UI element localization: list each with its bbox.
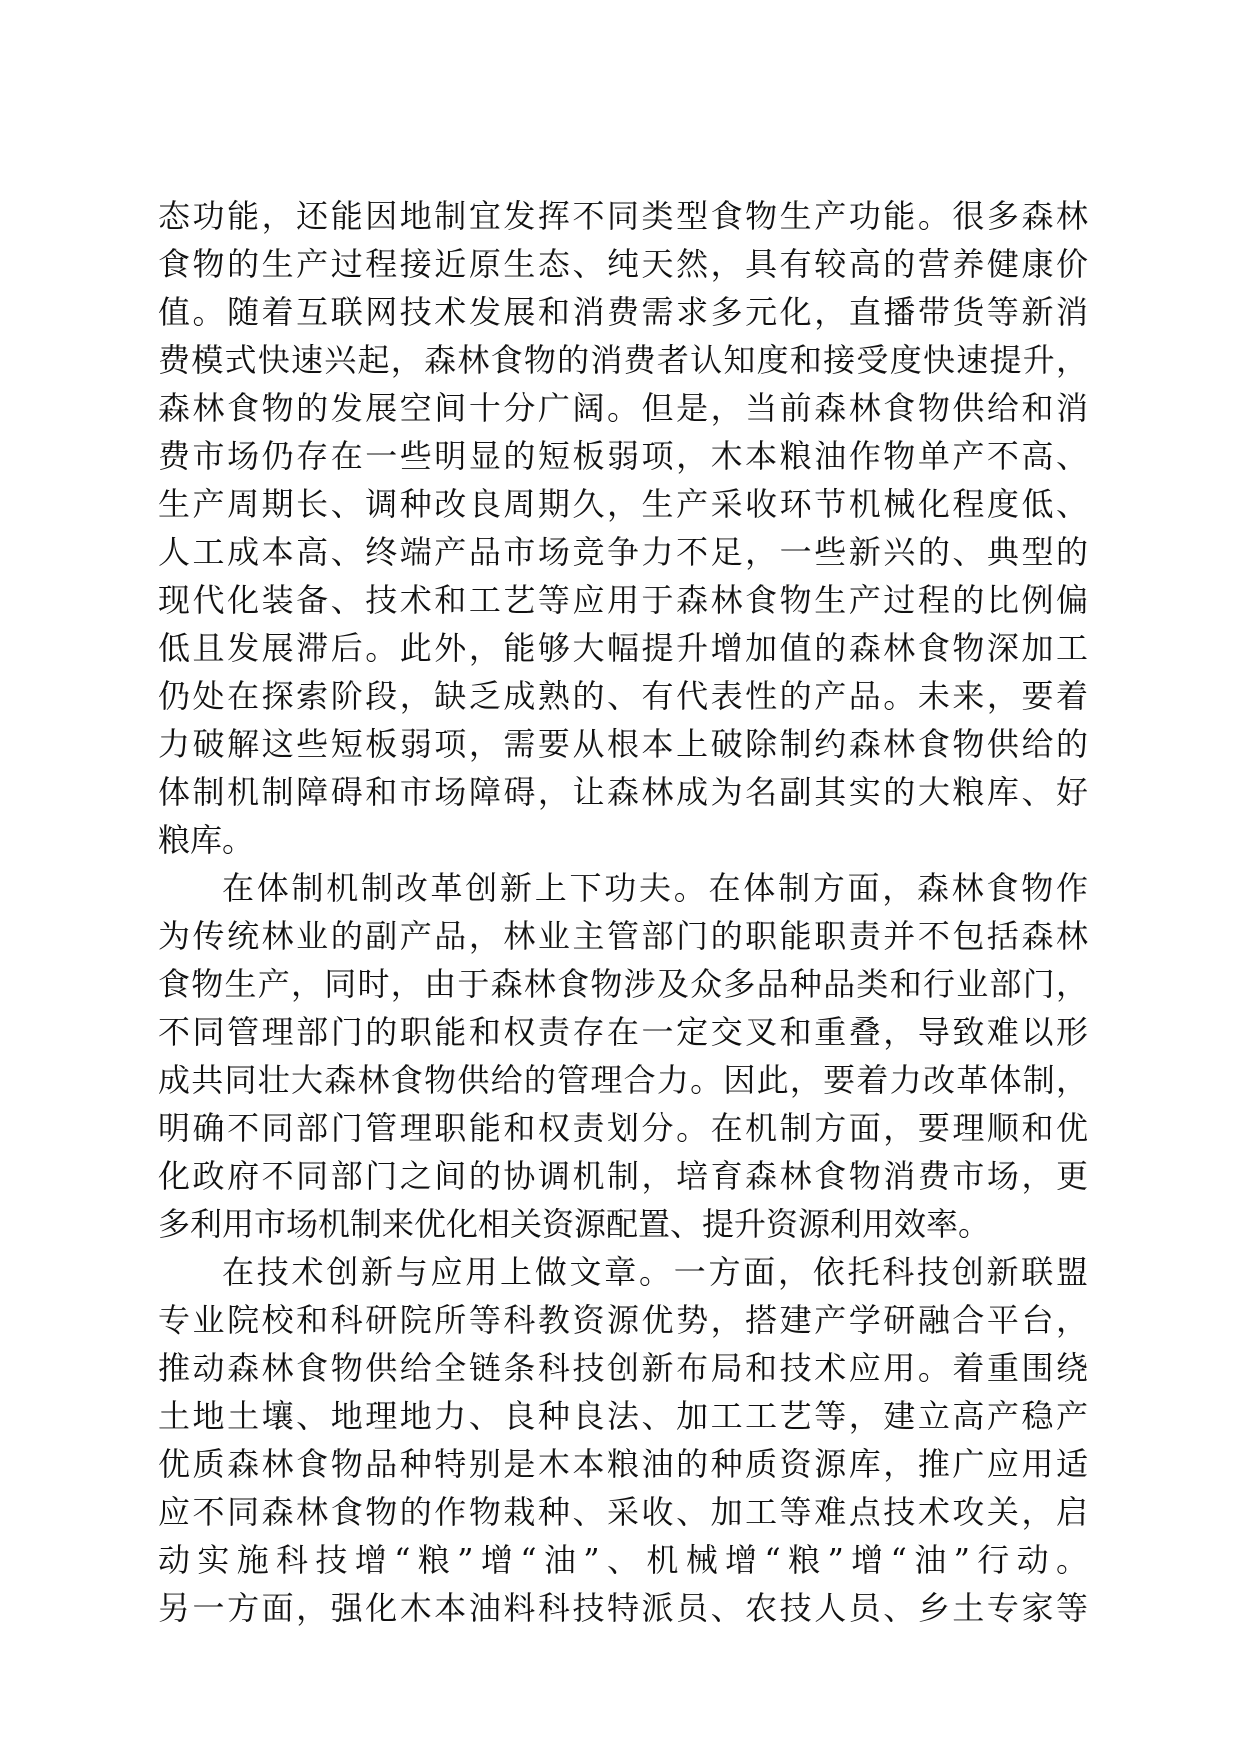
paragraph-1-line: 力破解这些短板弱项，需要从根本上破除制约森林食物供给的	[158, 725, 1088, 763]
paragraph-2-line: 食物生产，同时，由于森林食物涉及众多品种品类和行业部门，	[158, 965, 1088, 1003]
paragraph-1-line: 值。随着互联网技术发展和消费需求多元化，直播带货等新消	[158, 293, 1088, 331]
paragraph-1-line: 人工成本高、终端产品市场竞争力不足，一些新兴的、典型的	[158, 533, 1088, 571]
paragraph-2-line: 明确不同部门管理职能和权责划分。在机制方面，要理顺和优	[158, 1109, 1088, 1147]
paragraph-3-line: 动实施科技增“粮”增“油”、机械增“粮”增“油”行动。	[158, 1541, 1088, 1579]
paragraph-1-line: 食物的生产过程接近原生态、纯天然，具有较高的营养健康价	[158, 245, 1088, 283]
paragraph-1-line: 低且发展滞后。此外，能够大幅提升增加值的森林食物深加工	[158, 629, 1088, 667]
paragraph-1-line: 仍处在探索阶段，缺乏成熟的、有代表性的产品。未来，要着	[158, 677, 1088, 715]
paragraph-2-line: 多利用市场机制来优化相关资源配置、提升资源利用效率。	[158, 1205, 991, 1243]
paragraph-3-line: 另一方面，强化木本油料科技特派员、农技人员、乡土专家等	[158, 1589, 1088, 1627]
paragraph-1-line: 森林食物的发展空间十分广阔。但是，当前森林食物供给和消	[158, 389, 1088, 427]
paragraph-1-line: 态功能，还能因地制宜发挥不同类型食物生产功能。很多森林	[158, 197, 1088, 235]
paragraph-3-line: 在技术创新与应用上做文章。一方面，依托科技创新联盟	[222, 1253, 1088, 1291]
paragraph-3-line: 推动森林食物供给全链条科技创新布局和技术应用。着重围绕	[158, 1349, 1088, 1387]
paragraph-1-line: 生产周期长、调种改良周期久，生产采收环节机械化程度低、	[158, 485, 1088, 523]
paragraph-3-line: 专业院校和科研院所等科教资源优势，搭建产学研融合平台，	[158, 1301, 1088, 1339]
paragraph-2-line: 化政府不同部门之间的协调机制，培育森林食物消费市场，更	[158, 1157, 1088, 1195]
paragraph-1-line: 现代化装备、技术和工艺等应用于森林食物生产过程的比例偏	[158, 581, 1088, 619]
paragraph-1-line: 体制机制障碍和市场障碍，让森林成为名副其实的大粮库、好	[158, 773, 1088, 811]
paragraph-2-line: 成共同壮大森林食物供给的管理合力。因此，要着力改革体制，	[158, 1061, 1088, 1099]
document-body	[158, 192, 1088, 1632]
paragraph-1-line: 费市场仍存在一些明显的短板弱项，木本粮油作物单产不高、	[158, 437, 1088, 475]
paragraph-2-line: 为传统林业的副产品，林业主管部门的职能职责并不包括森林	[158, 917, 1088, 955]
paragraph-1-line: 粮库。	[158, 821, 255, 859]
paragraph-1-line: 费模式快速兴起，森林食物的消费者认知度和接受度快速提升，	[158, 341, 1088, 379]
paragraph-3-line: 应不同森林食物的作物栽种、采收、加工等难点技术攻关，启	[158, 1493, 1088, 1531]
paragraph-3-line: 土地土壤、地理地力、良种良法、加工工艺等，建立高产稳产	[158, 1397, 1088, 1435]
paragraph-2-line: 在体制机制改革创新上下功夫。在体制方面，森林食物作	[222, 869, 1088, 907]
paragraph-3-line: 优质森林食物品种特别是木本粮油的种质资源库，推广应用适	[158, 1445, 1088, 1483]
paragraph-2-line: 不同管理部门的职能和权责存在一定交叉和重叠，导致难以形	[158, 1013, 1088, 1051]
